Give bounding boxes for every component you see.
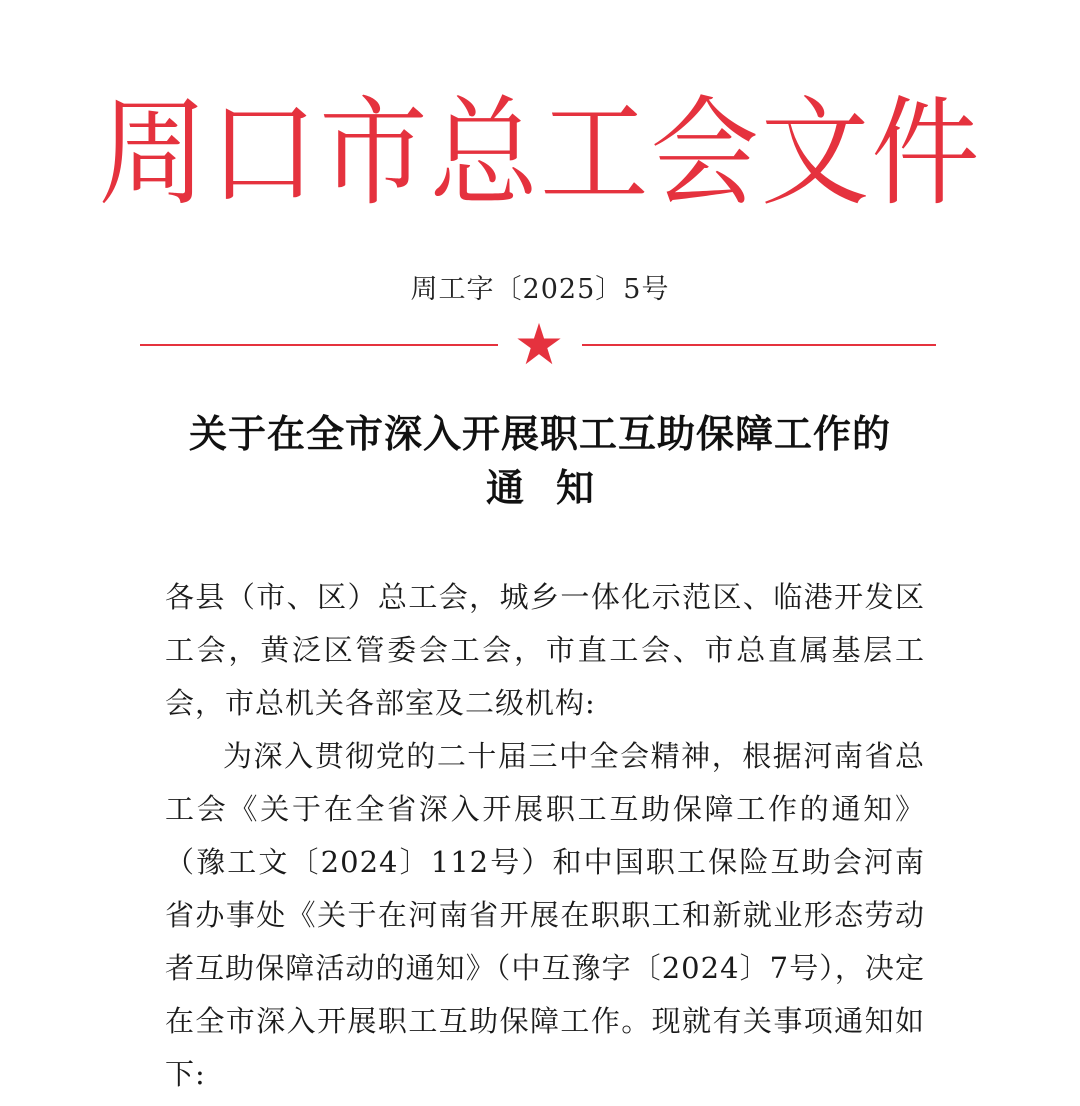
masthead-title: 周口市总工会文件 — [98, 84, 982, 222]
addressee-block: 各县（市、区）总工会，城乡一体化示范区、临港开发区工会，黄泛区管委会工会，市直工会、市总直属基层工会，市总机关各部室及二级机构: — [165, 580, 925, 720]
document-title-line2: 通知 — [485, 466, 626, 510]
separator-line-left — [140, 344, 498, 346]
separator-line-right — [582, 344, 936, 346]
document-number: 周工字〔2025〕5号 — [410, 274, 670, 305]
star-icon — [516, 321, 562, 367]
document-title-line1: 关于在全市深入开展职工互助保障工作的 — [188, 412, 891, 456]
star-shape — [517, 323, 560, 364]
body-paragraph: 为深入贯彻党的二十届三中全会精神，根据河南省总工会《关于在全省深入开展职工互助保障工作的通知》（豫工文〔2024〕112号）和中国职工保险互助会河南省办事处《关于在河南省开展在职职工和新就业形态劳动者互助保障活动的通知》（中互豫字〔2024〕7号），决定在全市深入开展职工互助保障工作。现就有关事项通知如下: — [165, 739, 925, 1091]
